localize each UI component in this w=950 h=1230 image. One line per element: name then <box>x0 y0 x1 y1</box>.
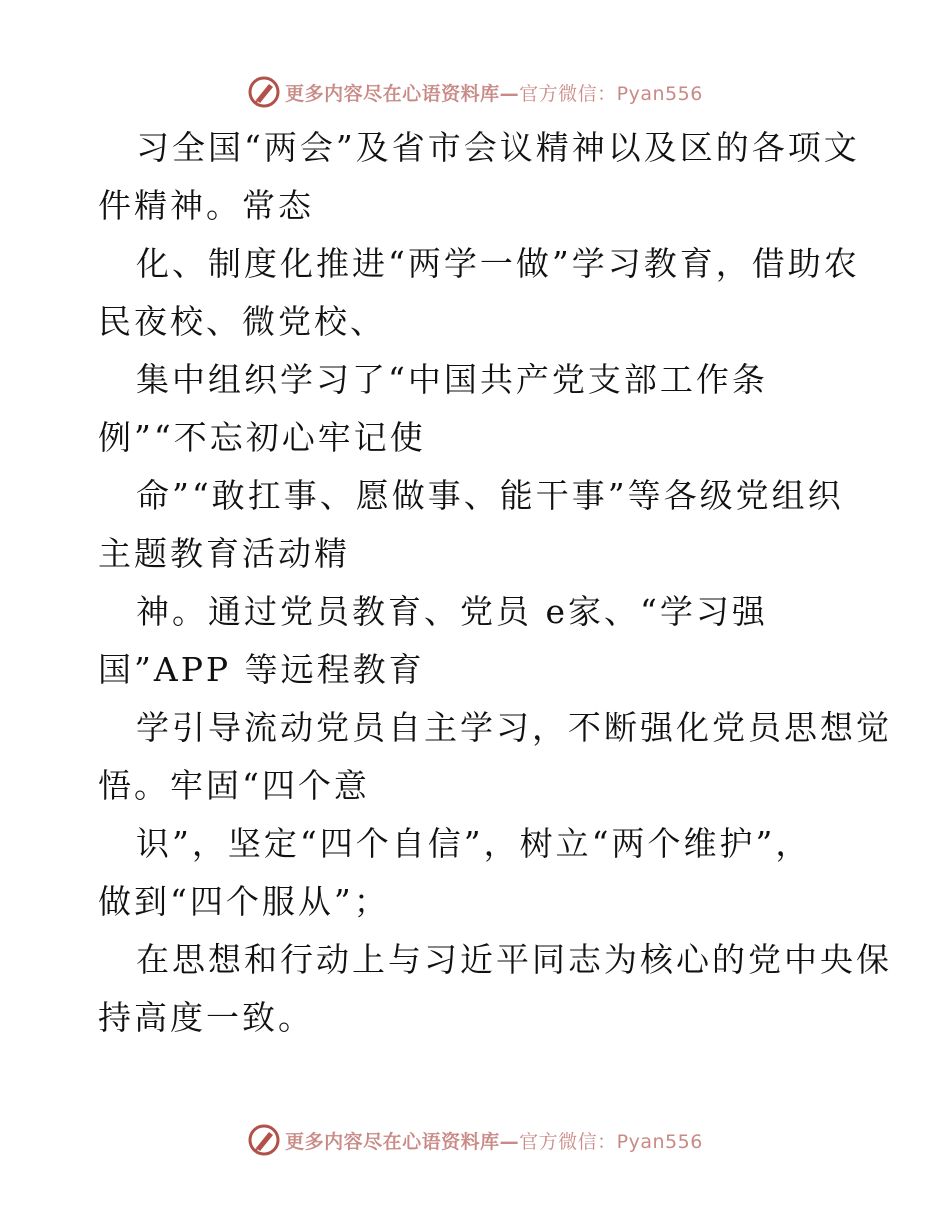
text-line: 在思想和行动上与习近平同志为核心的党中央保 <box>136 940 892 979</box>
text-line: 持高度一致。 <box>98 998 314 1037</box>
text-line: 国”APP 等远程教育 <box>98 650 425 689</box>
document-body <box>98 119 892 1047</box>
text-line: 命”“敢扛事、愿做事、能干事”等各级党组织 <box>136 476 844 515</box>
text-line: 例”“不忘初心牢记使 <box>98 418 426 457</box>
text-line: 主题教育活动精 <box>98 534 350 573</box>
text-line: 神。通过党员教育、党员 e家、“学习强 <box>136 592 768 631</box>
text-line: 件精神。常态 <box>98 186 314 225</box>
text-line: 学引导流动党员自主学习，不断强化党员思想觉 <box>136 708 892 747</box>
text-line: 识”，坚定“四个自信”，树立“两个维护”， <box>136 824 812 863</box>
text-line: 民夜校、微党校、 <box>98 302 386 341</box>
text-line: 化、制度化推进“两学一做”学习教育，借助农 <box>136 244 860 283</box>
header-watermark <box>0 72 950 112</box>
pen-seal-icon <box>247 75 281 109</box>
watermark-text: 更多内容尽在心语资料库—官方微信：Pyan556 <box>285 1130 703 1153</box>
text-line: 集中组织学习了“中国共产党支部工作条 <box>136 360 768 399</box>
text-line: 悟。牢固“四个意 <box>98 766 370 805</box>
pen-seal-icon <box>247 1123 281 1157</box>
footer-watermark <box>0 1120 950 1160</box>
text-line: 做到“四个服从”； <box>98 882 390 921</box>
text-line: 习全国“两会”及省市会议精神以及区的各项文 <box>136 128 860 167</box>
watermark-text: 更多内容尽在心语资料库—官方微信：Pyan556 <box>285 82 703 105</box>
